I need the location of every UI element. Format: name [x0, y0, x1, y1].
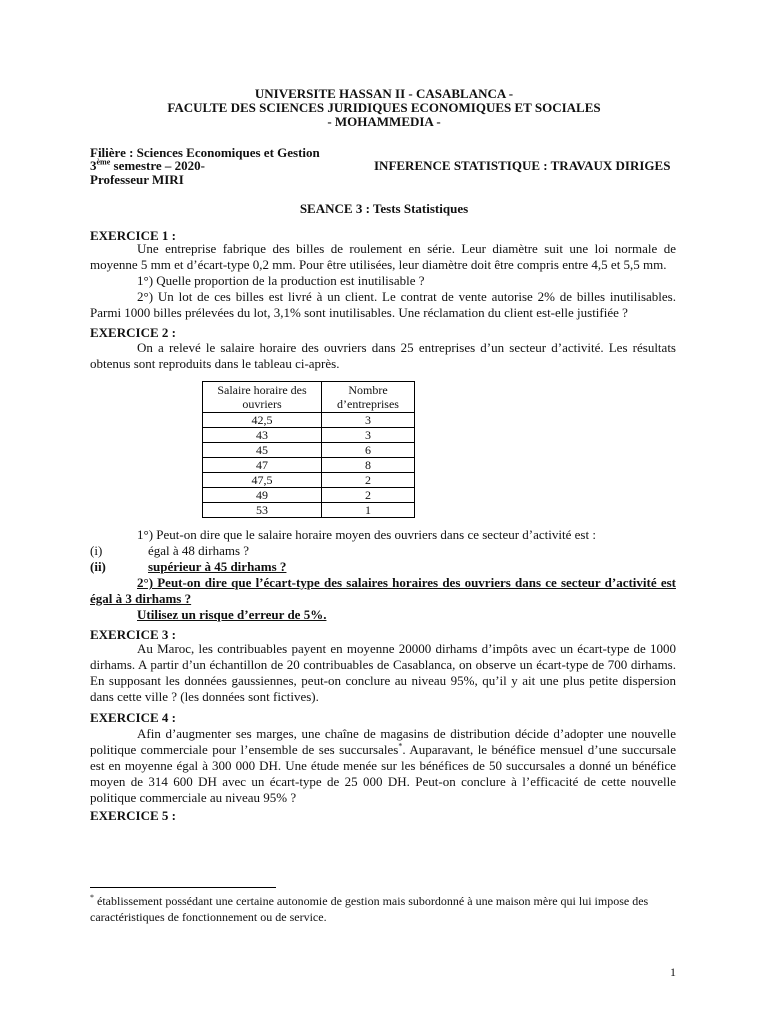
exercice-2-intro — [90, 340, 676, 372]
table-cell: 47 — [203, 458, 322, 473]
exercice-3-body — [90, 641, 676, 705]
exercice-2-risk-note: Utilisez un risque d’erreur de 5%. — [137, 607, 327, 622]
faculty-name: FACULTE DES SCIENCES JURIDIQUES ECONOMIQUES ET SOCIALES — [167, 100, 601, 115]
table-header-count: Nombre d’entreprises — [322, 382, 415, 413]
course-title: INFERENCE STATISTIQUE : TRAVAUX DIRIGES — [374, 158, 671, 173]
table-header-row — [203, 382, 415, 413]
table-cell: 42,5 — [203, 413, 322, 428]
exercice-1-title: EXERCICE 1 : — [90, 228, 176, 243]
footnote-marker: * — [90, 893, 94, 902]
table-cell: 2 — [322, 488, 415, 503]
footnote-reference: * — [398, 741, 403, 751]
exercice-2-question-1: 1°) Peut-on dire que le salaire horaire moyen des ouvriers dans ce secteur d’activité est : — [137, 527, 596, 542]
table-cell: 49 — [203, 488, 322, 503]
table-row — [203, 488, 415, 503]
exercice-2-question-1-ii — [90, 559, 676, 575]
footnote-rule — [90, 887, 276, 888]
table-cell: 53 — [203, 503, 322, 518]
table-cell: 47,5 — [203, 473, 322, 488]
page-number: 1 — [670, 965, 676, 979]
footnote-text: établissement possédant une certaine autonomie de gestion mais subordonné à une maison mère qui lui impose des caractéristiques de fonctionnement ou de service. — [90, 894, 649, 924]
exercice-1-text: Une entreprise fabrique des billes de roulement en série. Leur diamètre suit une loi normale de moyenne 5 mm et d’écart-type 0,2 mm. Pour être utilisées, leur diamètre doit être compris entre 4,5 et 5,5 mm. — [90, 241, 676, 272]
exercice-3-text: Au Maroc, les contribuables payent en moyenne 20000 dirhams d’impôts avec un écart-type de 1000 dirhams. A partir d’un échantillon de 20 contribuables de Casablanca, on observe un écart-type de 700 dirhams. En supposant les données gaussiennes, peut-on conclure au niveau 95%, qu’il y ait une plus petite dispersion dans cette ville ? (les données sont fictives). — [90, 641, 676, 704]
table-row — [203, 503, 415, 518]
table-cell: 3 — [322, 413, 415, 428]
professor-name: Professeur MIRI — [90, 172, 184, 187]
exercice-2-title: EXERCICE 2 : — [90, 325, 176, 340]
exercice-1-body — [90, 241, 676, 321]
campus-name: - MOHAMMEDIA - — [327, 114, 441, 129]
salary-table — [202, 381, 415, 518]
table-cell: 3 — [322, 428, 415, 443]
table-cell: 8 — [322, 458, 415, 473]
exercice-4-text-part-1: Afin d’augmenter ses marges, une chaîne de magasins de distribution décide d’adopter une nouvelle politique commerciale pour l’ensemble de ses succursales — [90, 726, 676, 757]
table-row — [203, 473, 415, 488]
table-cell: 6 — [322, 443, 415, 458]
filiere-label: Filière : Sciences Economiques et Gestion — [90, 145, 320, 160]
exercice-2-text: On a relevé le salaire horaire des ouvriers dans 25 entreprises d’un secteur d’activité. Les résultats obtenus sont reproduits dans le tableau ci-après. — [90, 340, 676, 371]
exercice-1-question-1: 1°) Quelle proportion de la production est inutilisable ? — [137, 273, 425, 288]
item-ii-label: (ii) — [90, 559, 106, 574]
table-header-salary: Salaire horaire des ouvriers — [203, 382, 322, 413]
exercice-4-text-part-2: . Auparavant, le bénéfice mensuel d’une succursale est en moyenne égal à 300 000 DH. Une étude menée sur les bénéfices de 50 succursales a donné un bénéfice moyen de 314 600 DH avec un écart-type de 25 000 DH. Peut-on conclure à l’efficacité de cette nouvelle politique commerciale au niveau 95% ? — [90, 742, 676, 805]
university-name: UNIVERSITE HASSAN II - CASABLANCA - — [254, 86, 514, 101]
semestre-number: 3 — [90, 158, 97, 173]
table-row — [203, 413, 415, 428]
semestre-superscript: ème — [96, 157, 111, 167]
exercice-5-title: EXERCICE 5 : — [90, 808, 176, 823]
seance-title: SEANCE 3 : Tests Statistiques — [299, 201, 469, 216]
exercice-1-question-2: 2°) Un lot de ces billes est livré à un client. Le contrat de vente autorise 2% de billes inutilisables. Parmi 1000 billes prélevées du lot, 3,1% sont inutilisables. Une réclamation du client est-elle justifiée ? — [90, 289, 676, 320]
table-cell: 2 — [322, 473, 415, 488]
semestre-text: semestre – 2020- — [110, 158, 205, 173]
table-cell: 1 — [322, 503, 415, 518]
item-i-label: (i) — [90, 543, 103, 558]
exercice-4-title: EXERCICE 4 : — [90, 710, 176, 725]
item-i-text: égal à 48 dirhams ? — [148, 543, 250, 558]
exercice-3-title: EXERCICE 3 : — [90, 627, 176, 642]
table-row — [203, 458, 415, 473]
exercice-4-text — [90, 726, 676, 806]
exercice-2-questions — [90, 527, 676, 623]
table-cell: 45 — [203, 443, 322, 458]
footnote — [90, 893, 682, 925]
table-row — [203, 428, 415, 443]
table-cell: 43 — [203, 428, 322, 443]
item-ii-text: supérieur à 45 dirhams ? — [148, 559, 287, 574]
exercice-2-question-1-i — [90, 543, 676, 559]
exercice-4-body — [90, 726, 676, 806]
table-row — [203, 443, 415, 458]
exercice-2-question-2: 2°) Peut-on dire que l’écart-type des salaires horaires des ouvriers dans ce secteur d’activité est égal à 3 dirhams ? — [90, 575, 676, 606]
